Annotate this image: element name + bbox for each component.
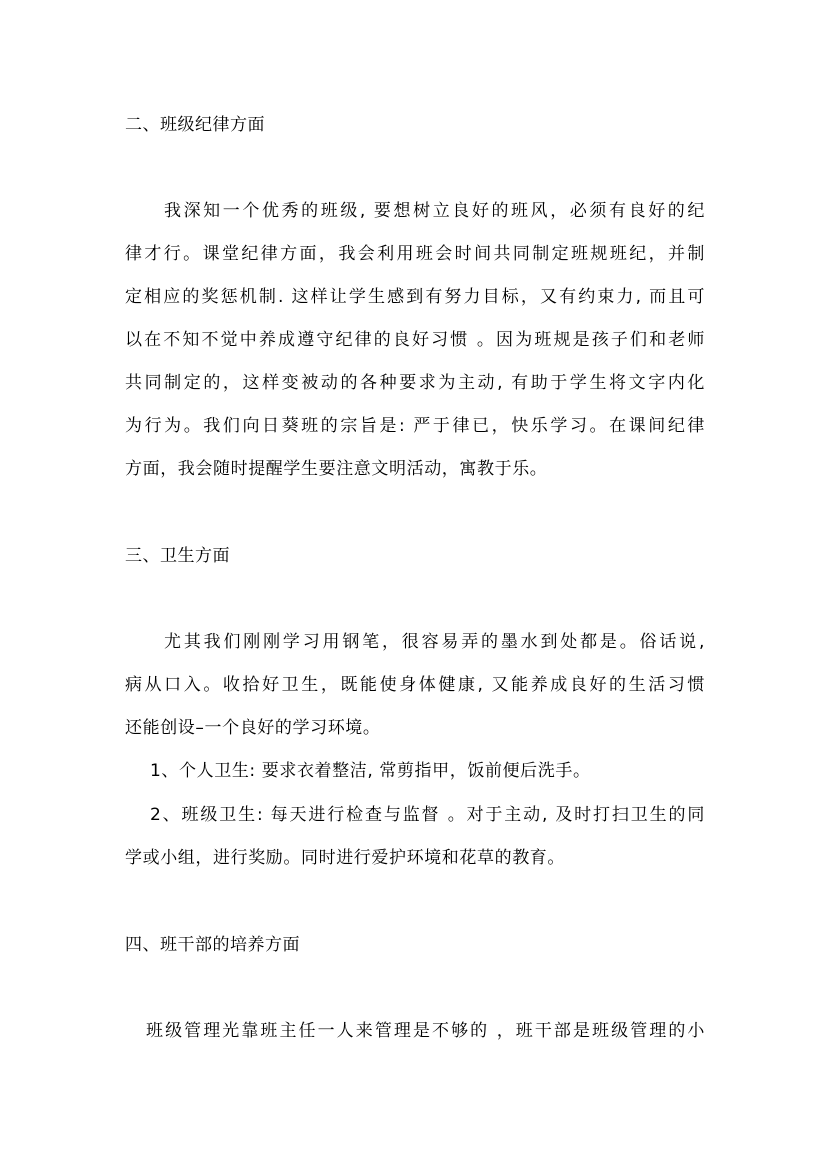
list-item: 1、个人卫生: 要求衣着整洁, 常剪指甲，饭前便后洗手。 (150, 761, 591, 781)
list-item: 2、班级卫生: 每天进行检查与监督 。对于主动, 及时打扫卫生的同 (150, 805, 705, 825)
paragraph-line: 方面，我会随时提醒学生要注意文明活动，寓教于乐。 (125, 459, 548, 479)
paragraph-line: 学或小组，进行奖励。同时进行爱护环境和花草的教育。 (125, 848, 565, 868)
paragraph-line: 为行为。我们向日葵班的宗旨是: 严于律已，快乐学习。在课间纪律 (125, 416, 705, 436)
paragraph-line: 以在不知不觉中养成遵守纪律的良好习惯 。因为班规是孩子们和老师 (125, 330, 705, 350)
paragraph-line: 我深知一个优秀的班级, 要想树立良好的班风，必须有良好的纪 (164, 201, 705, 221)
section-heading-discipline: 二、班级纪律方面 (125, 115, 265, 135)
paragraph-line: 定相应的奖惩机制. 这样让学生感到有努力目标，又有约束力, 而且可 (125, 287, 705, 307)
section-heading-hygiene: 三、卫生方面 (125, 546, 230, 566)
paragraph-line: 病从口入。收拾好卫生，既能使身体健康, 又能养成良好的生活习惯 (125, 675, 705, 695)
section-heading-class-cadres: 四、班干部的培养方面 (125, 935, 300, 955)
paragraph-line: 共同制定的，这样变被动的各种要求为主动, 有助于学生将文字内化 (125, 373, 705, 393)
paragraph-line: 还能创设–一个良好的学习环境。 (125, 718, 381, 738)
paragraph-line: 尤其我们刚刚学习用钢笔，很容易弄的墨水到处都是。俗话说, (164, 632, 705, 652)
paragraph-line: 律才行。课堂纪律方面，我会利用班会时间共同制定班规班纪，并制 (125, 244, 705, 264)
paragraph-line: 班级管理光靠班主任一人来管理是不够的 ，班干部是班级管理的小 (146, 1021, 705, 1041)
